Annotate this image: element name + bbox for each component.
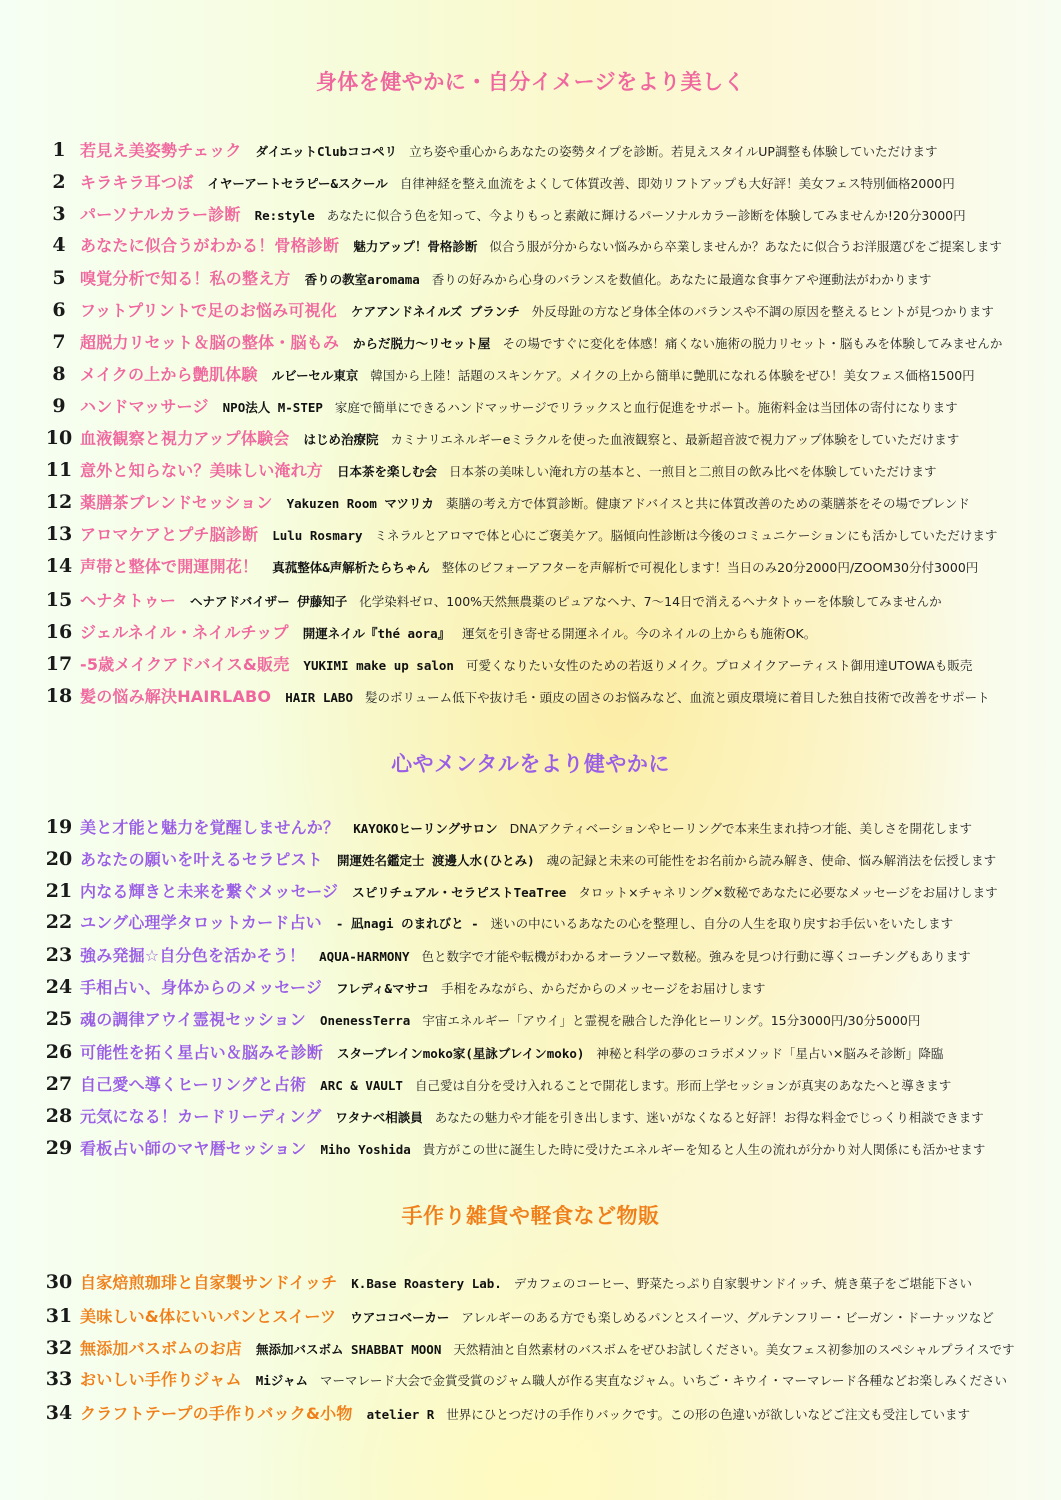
list-item <box>38 490 970 516</box>
item-organizer: 日本茶を楽しむ会 <box>337 464 438 479</box>
item-title: -5歳メイクアドバイス&販売 <box>80 655 290 674</box>
item-number: 1 <box>52 139 66 161</box>
list-item <box>38 879 998 905</box>
item-description: 薬膳の考え方で体質診断。健康アドバイスと共に体質改善のための薬膳茶をその場でブレンド <box>445 496 970 511</box>
item-organizer: 香りの教室aromama <box>304 272 420 287</box>
item-description: DNAアクティベーションやヒーリングで本来生まれ持つ才能、美しさを開花します <box>509 821 973 836</box>
list-item <box>38 652 972 678</box>
item-description: 似合う服が分からない悩みから卒業しませんか？あなたに似合うお洋服選びをご提案します <box>489 239 1002 254</box>
item-title: ヘナタトゥー <box>80 591 177 610</box>
item-number: 18 <box>45 685 73 707</box>
item-organizer: Lulu Rosmary <box>272 528 363 543</box>
item-organizer: atelier R <box>366 1407 435 1422</box>
list-item <box>38 1040 943 1066</box>
item-description: 化学染料ゼロ、100%天然無農薬のピュアなヘナ、7〜14日で消えるヘナタトゥーを体験してみませんか <box>359 594 942 609</box>
item-number: 20 <box>45 848 73 870</box>
list-item <box>38 202 966 228</box>
item-organizer: ダイエットClubココペリ <box>255 144 398 159</box>
item-number: 7 <box>52 331 66 353</box>
item-description: 韓国から上陸！話題のスキンケア。メイクの上から簡単に艶肌になれる体験をぜひ！美女フェス価格1500円 <box>370 368 975 383</box>
item-number: 25 <box>45 1008 73 1030</box>
item-organizer: 魅力アップ！骨格診断 <box>353 239 478 254</box>
list-item <box>38 1270 972 1296</box>
item-organizer: ヘナアドバイザー 伊藤知子 <box>190 594 348 609</box>
item-title: ジェルネイル・ネイルチップ <box>80 623 289 642</box>
item-organizer: ウアココベーカー <box>350 1310 450 1325</box>
item-number: 32 <box>45 1337 73 1359</box>
item-organizer: 開運ネイル『thé aora』 <box>302 626 451 641</box>
section-title-mental-health: 心やメンタルをより健やかに <box>391 752 670 776</box>
item-organizer: ケアアンドネイルズ ブランチ <box>350 304 520 319</box>
item-number: 10 <box>45 427 73 449</box>
item-title: クラフトテープの手作りバック&小物 <box>80 1404 353 1423</box>
list-item <box>38 330 1002 356</box>
item-description: マーマレード大会で金賞受賞のジャム職人が作る実直なジャム。いちご・キウイ・マーマレード各種などお楽しみください <box>320 1373 1008 1388</box>
item-organizer: イヤーアートセラピー&スクール <box>207 176 388 191</box>
item-title: 強み発掘☆自分色を活かそう！ <box>80 946 306 965</box>
item-organizer: YUKIMI make up salon <box>303 658 454 673</box>
item-description: あなたに似合う色を知って、今よりもっと素敵に輝けるパーソナルカラー診断を体験してみませんか!20分3000円 <box>326 208 966 223</box>
item-title: おいしい手作りジャム <box>80 1370 242 1389</box>
item-title: 看板占い師のマヤ暦セッション <box>80 1139 307 1158</box>
item-organizer: AQUA-HARMONY <box>319 949 410 964</box>
item-organizer: - 凪nagi のまれびと - <box>335 916 479 931</box>
item-description: 天然精油と自然素材のバスボムをぜひお試しください。美女フェス初参加のスペシャルプライスです <box>453 1342 1015 1357</box>
item-number: 22 <box>45 911 73 933</box>
item-organizer: Miジャム <box>255 1373 308 1388</box>
item-organizer: ARC & VAULT <box>320 1078 403 1093</box>
item-organizer: 開運姓名鑑定士 渡邊人水(ひとみ) <box>337 853 535 868</box>
list-item <box>38 815 972 841</box>
item-title: 嗅覚分析で知る！私の整え方 <box>80 269 291 288</box>
item-description: タロット×チャネリング×数秘であなたに必要なメッセージをお届けします <box>578 885 998 900</box>
item-description: 運気を引き寄せる開運ネイル。今のネイルの上からも施術OK。 <box>462 626 817 641</box>
item-description: カミナリエネルギーeミラクルを使った血液観察と、最新超音波で視力アップ体験をしていただけます <box>390 432 960 447</box>
item-title: 自家焙煎珈琲と自家製サンドイッチ <box>80 1273 338 1292</box>
item-title: 手相占い、身体からのメッセージ <box>80 978 323 997</box>
item-description: ミネラルとアロマで体と心にご褒美ケア。脳傾向性診断は今後のコミュニケーションにも活かしていただけます <box>374 528 998 543</box>
item-number: 27 <box>45 1073 73 1095</box>
item-title: あなたに似合うがわかる！骨格診断 <box>80 236 340 255</box>
item-title: 声帯と整体で開運開花！ <box>80 557 259 576</box>
item-number: 31 <box>45 1305 73 1327</box>
item-organizer: Re:style <box>254 208 315 223</box>
item-title: 内なる輝きと未来を繋ぐメッセージ <box>80 882 339 901</box>
item-organizer: スターブレインmoko家(星詠ブレインmoko) <box>337 1046 585 1061</box>
list-item <box>38 910 953 936</box>
list-item <box>38 1304 994 1330</box>
list-item <box>38 1136 985 1162</box>
item-description: その場ですぐに変化を体感！痛くない施術の脱力リセット・脳もみを体験してみませんか <box>502 336 1003 351</box>
item-description: 神秘と科学の夢のコラボメソッド「星占い×脳みそ診断」降臨 <box>596 1046 944 1061</box>
item-organizer: 真菰整体&声解析たらちゃん <box>272 560 430 575</box>
item-title: 可能性を拓く星占い＆脳みそ診断 <box>80 1043 324 1062</box>
list-item <box>38 620 816 646</box>
item-number: 2 <box>52 171 66 193</box>
item-number: 14 <box>45 555 73 577</box>
item-organizer: スピリチュアル・セラピストTeaTree <box>352 885 567 900</box>
item-description: 色と数字で才能や転機がわかるオーラソーマ数秘。強みを見つけ行動に導くコーチングもあります <box>421 949 971 964</box>
item-title: 髪の悩み解決HAIRLABO <box>80 687 272 706</box>
item-number: 21 <box>45 880 73 902</box>
item-description: 髪のボリューム低下や抜け毛・頭皮の固さのお悩みなど、血流と頭皮環境に着目した独自技術で改善をサポート <box>364 690 990 705</box>
item-description: 迷いの中にいるあなたの心を整理し、自分の人生を取り戻すお手伝いをいたします <box>490 916 954 931</box>
item-description: 魂の記録と未来の可能性をお名前から読み解き、使命、悩み解消法を伝授します <box>546 853 997 868</box>
item-title: 血液観察と視力アップ体験会 <box>80 429 290 448</box>
item-number: 15 <box>45 589 73 611</box>
list-item <box>38 588 942 614</box>
item-number: 3 <box>52 203 66 225</box>
item-title: ハンドマッサージ <box>80 397 209 416</box>
item-number: 29 <box>45 1137 73 1159</box>
item-number: 19 <box>45 816 73 838</box>
item-description: デカフェのコーヒー、野菜たっぷり自家製サンドイッチ、焼き菓子をご堪能下さい <box>513 1276 973 1291</box>
list-item <box>38 1401 970 1427</box>
list-item <box>38 975 765 1001</box>
item-number: 24 <box>45 976 73 998</box>
item-number: 8 <box>52 363 66 385</box>
item-organizer: Yakuzen Room マツリカ <box>286 496 434 511</box>
list-item <box>38 554 978 580</box>
list-item <box>38 426 959 452</box>
item-organizer: からだ脱力〜リセット屋 <box>353 336 491 351</box>
item-number: 5 <box>52 267 66 289</box>
list-item <box>38 394 958 420</box>
list-item <box>38 1072 951 1098</box>
item-description: 日本茶の美味しい淹れ方の基本と、一煎目と二煎目の飲み比べを体験していただけます <box>449 464 937 479</box>
item-title: 魂の調律アウイ霊視セッション <box>80 1010 307 1029</box>
item-number: 30 <box>45 1271 73 1293</box>
item-title: 美味しい&体にいいパンとスイーツ <box>80 1307 337 1326</box>
item-description: 自己愛は自分を受け入れることで開花します。形而上学セッションが真実のあなたへと導きます <box>414 1078 952 1093</box>
item-title: 元気になる！カードリーディング <box>80 1107 322 1126</box>
list-item <box>38 684 990 710</box>
item-title: 自己愛へ導くヒーリングと占術 <box>80 1075 307 1094</box>
item-description: 宇宙エネルギー「アウイ」と霊視を融合した浄化ヒーリング。15分3000円/30分5000円 <box>422 1013 921 1028</box>
item-number: 34 <box>45 1402 73 1424</box>
item-title: 若見え美姿勢チェック <box>80 141 242 160</box>
list-item <box>38 266 931 292</box>
item-organizer: ルビーセル東京 <box>271 368 359 383</box>
item-number: 23 <box>45 944 73 966</box>
item-organizer: 無添加バスボム SHABBAT MOON <box>256 1342 442 1357</box>
item-number: 16 <box>45 621 73 643</box>
item-description: あなたの魅力や才能を引き出します、迷いがなくなると好評！お得な料金でじっくり相談できます <box>434 1110 984 1125</box>
item-title: 意外と知らない？美味しい淹れ方 <box>80 461 324 480</box>
item-organizer: KAYOKOヒーリングサロン <box>353 821 498 836</box>
list-item <box>38 298 994 324</box>
section-title-body-beauty: 身体を健やかに・自分イメージをより美しく <box>315 70 746 94</box>
list-item <box>38 847 996 873</box>
item-title: フットプリントで足のお悩み可視化 <box>80 301 337 320</box>
item-title: 薬膳茶ブレンドセッション <box>80 493 273 512</box>
item-title: メイクの上から艶肌体験 <box>80 365 258 384</box>
item-number: 11 <box>45 459 73 481</box>
list-item <box>38 233 1002 259</box>
item-description: 自律神経を整え血流をよくして体質改善、即効リフトアップも大好評！美女フェス特別価格2000円 <box>399 176 955 191</box>
item-description: 外反母趾の方など身体全体のバランスや不調の原因を整えるヒントが見つかります <box>531 304 994 319</box>
list-item <box>38 1336 1015 1362</box>
item-title: 超脱力リセット＆脳の整体・脳もみ <box>80 333 340 352</box>
item-description: アレルギーのある方でも楽しめるパンとスイーツ、グルテンフリー・ビーガン・ドーナッツなど <box>461 1310 994 1325</box>
item-organizer: HAIR LABO <box>285 690 353 705</box>
item-description: 家庭で簡単にできるハンドマッサージでリラックスと血行促進をサポート。施術料金は当団体の寄付になります <box>334 400 958 415</box>
item-title: パーソナルカラー診断 <box>80 205 241 224</box>
item-description: 香りの好みから心身のバランスを数値化。あなたに最適な食事ケアや運動法がわかります <box>431 272 932 287</box>
item-title: あなたの願いを叶えるセラピスト <box>80 850 324 869</box>
item-description: 貴方がこの世に誕生した時に受けたエネルギーを知ると人生の流れが分かり対人関係にも活かせます <box>422 1142 986 1157</box>
section-title-goods-food: 手作り雑貨や軽食など物販 <box>401 1204 660 1228</box>
item-number: 17 <box>45 653 73 675</box>
item-description: 世界にひとつだけの手作りバックです。この形の色違いが欲しいなどご注文も受注しています <box>446 1407 971 1422</box>
item-number: 13 <box>45 523 73 545</box>
item-organizer: Miho Yoshida <box>320 1142 411 1157</box>
list-item <box>38 170 955 196</box>
list-item <box>38 138 937 164</box>
item-title: 無添加バスボムのお店 <box>80 1339 243 1358</box>
item-title: アロマケアとプチ脳診断 <box>80 525 259 544</box>
item-organizer: ワタナベ相談員 <box>335 1110 423 1125</box>
item-number: 33 <box>45 1368 73 1390</box>
item-number: 6 <box>52 299 66 321</box>
list-item <box>38 522 997 548</box>
item-title: ユング心理学タロットカード占い <box>80 913 322 932</box>
item-number: 9 <box>52 395 66 417</box>
item-title: 美と才能と魅力を覚醒しませんか？ <box>80 818 340 837</box>
item-title: キラキラ耳つぼ <box>80 173 194 192</box>
item-organizer: K.Base Roastery Lab. <box>351 1276 502 1291</box>
item-number: 12 <box>45 491 73 513</box>
item-description: 整体のビフォーアフターを声解析で可視化します！当日のみ20分2000円/ZOOM30分付3000円 <box>441 560 979 575</box>
list-item <box>38 1104 984 1130</box>
item-description: 手相をみながら、からだからのメッセージをお届けします <box>441 981 766 996</box>
item-description: 立ち姿や重心からあなたの姿勢タイプを診断。若見えスタイルUP調整も体験していただけます <box>409 144 938 159</box>
item-organizer: フレディ&マサコ <box>336 981 430 996</box>
item-number: 4 <box>52 234 66 256</box>
list-item <box>38 458 937 484</box>
item-number: 28 <box>45 1105 73 1127</box>
item-number: 26 <box>45 1041 73 1063</box>
list-item <box>38 943 971 969</box>
list-item <box>38 362 975 388</box>
item-organizer: OnenessTerra <box>320 1013 411 1028</box>
list-item <box>38 1367 1007 1393</box>
item-description: 可愛くなりたい女性のための若返りメイク。プロメイクアーティスト御用達UTOWAも販売 <box>465 658 973 673</box>
item-organizer: NPO法人 M-STEP <box>222 400 323 415</box>
list-item <box>38 1007 920 1033</box>
item-organizer: はじめ治療院 <box>303 432 379 447</box>
